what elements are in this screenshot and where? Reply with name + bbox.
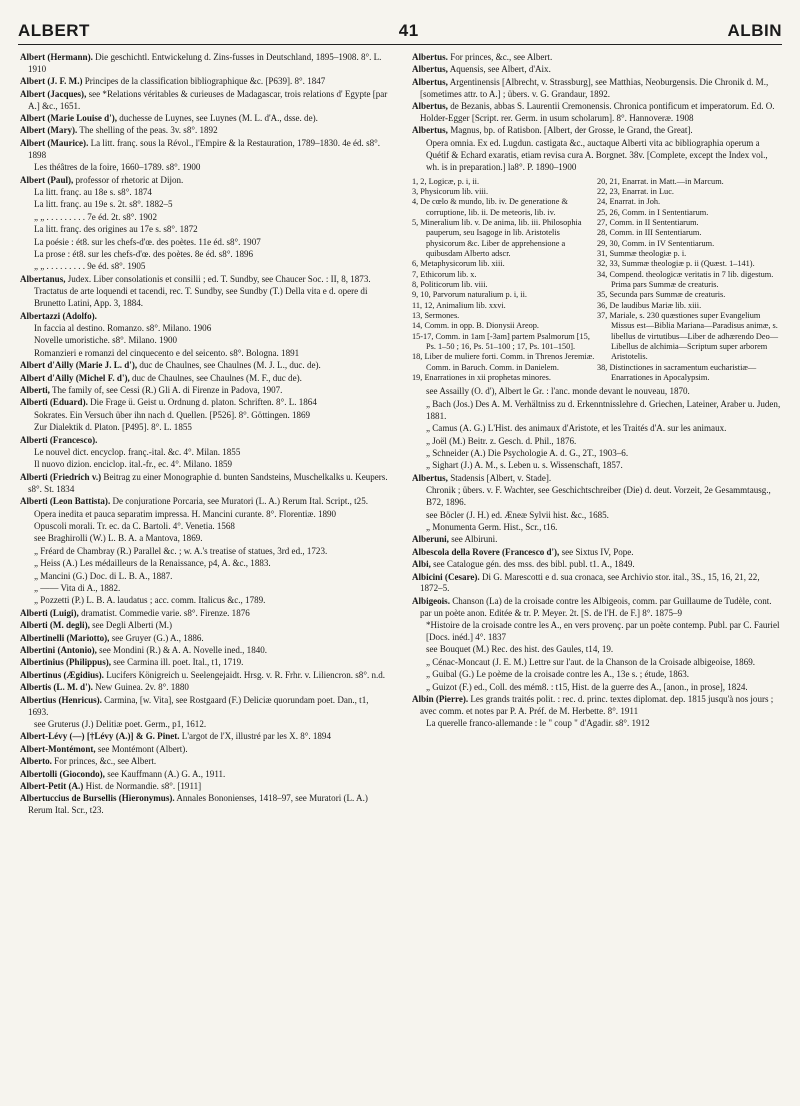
entry-text: Principes de la classification bibliographique &c. [P639]. 8°. 1847: [82, 76, 326, 87]
contents-item: 4, De cœlo & mundo, lib. iv. De generatione & corruptione, lib. ii. De meteoris, lib. iv.: [412, 197, 568, 217]
index-entry: [412, 423, 782, 435]
entry-text: Hist. de Normandie. s8°. [1911]: [83, 780, 202, 791]
index-entry: [20, 274, 390, 286]
index-entry: [20, 496, 390, 508]
entry-text: see Gruterus (J.) Delitiæ poet. Germ., p1, 1612.: [34, 718, 207, 729]
contents-item: 1, 2, Logicæ, p. i, ii.: [412, 176, 480, 186]
entry-heading: Alberti (Leon Battista).: [20, 496, 111, 507]
entry-text: Chanson (La) de la croisade contre les Albigeois, comm. par Guillaume de Tudèle, cont. par un poète anon. Editée & tr. P. Meyer. 2t. [S. de l'H. de F.] 8°. 1875–9: [420, 595, 772, 618]
entry-text: Novelle umoristiche. s8°. Milano. 1900: [34, 335, 178, 346]
entry-text: Annales Bononienses, 1418–97, see Muratori (L. A.) Rerum Ital. Scr., t23.: [28, 793, 368, 816]
entry-heading: Albert-Petit (A.): [20, 780, 84, 791]
index-entry: [20, 410, 390, 422]
entry-heading: Albigeois.: [412, 595, 450, 606]
contents-item: 3, Physicorum lib. viii.: [412, 186, 489, 196]
entry-text: Opera inedita et pauca separatim impressa. H. Mancini curante. 8°. Florentiæ. 1890: [34, 508, 337, 519]
entry-text: Il nuovo dizion. enciclop. ital.-fr., ec. 4°. Milano. 1859: [34, 459, 233, 470]
contents-item: 32, 33, Summæ theologiæ p. ii (Quæst. 1–141).: [597, 259, 755, 269]
entry-text: „ Camus (A. G.) L'Hist. des animaux d'Aristote, et les Traités d'A. sur les animaux.: [426, 423, 727, 434]
index-entry: [412, 559, 782, 571]
index-entry: [20, 670, 390, 682]
entry-text: Les grands traités polit. : rec. d. princ. textes diplomat. dep. 1815 jusqu'à nos jours ; avec comm. et notes par P. A. Préf. de M. Herbette. 8°. 1911: [420, 694, 774, 716]
entry-heading: Albertinius (Philippus),: [20, 657, 111, 668]
index-entry: [20, 397, 390, 409]
index-entry: [412, 485, 782, 509]
contents-item: 31, Summæ theologiæ p. i.: [597, 248, 687, 258]
entry-text: „ Fréard de Chambray (R.) Parallel &c. ; w. A.'s treatise of statues, 3rd ed., 1723.: [34, 545, 328, 556]
index-entry: [20, 138, 390, 162]
index-entry: [20, 744, 390, 756]
entry-text: The family of, see Cessi (R.) Gli A. di Firenze in Padova, 1907.: [49, 384, 283, 395]
entry-heading: Albertanus,: [20, 273, 66, 284]
index-entry: [20, 695, 390, 719]
index-entry: [20, 769, 390, 781]
entry-heading: Albert (Maurice).: [20, 137, 89, 148]
entry-text: de Bezanis, abbas S. Laurentii Cremonensis. Chronica pontificum et imperatorum. Ed. O. Holder-Egger [Script. rer. Germ. in usum scholarum]. 8°. Hannoveræ. 1908: [420, 101, 775, 124]
index-entry: [20, 199, 390, 211]
contents-item: 35, Secunda pars Summæ de creaturis.: [597, 290, 726, 300]
contents-item: 38, Distinctiones in sacramentum eucharistiæ—Enarrationes in Apocalypsim.: [597, 362, 757, 383]
entry-heading: Albert (Marie Louise d'),: [20, 113, 117, 124]
entry-text: see Böcler (J. H.) ed. Æneæ Sylvii hist. &c., 1685.: [426, 509, 609, 520]
entry-text: see *Relations véritables & curieuses de Madagascar, trois relations d' Egypte [par A.] &c., 1651.: [28, 88, 388, 111]
entry-heading: Albicini (Cesare).: [412, 571, 480, 582]
index-entry: [20, 682, 390, 694]
entry-heading: Alberti (Eduard).: [20, 397, 88, 408]
index-entry: [412, 52, 782, 64]
entry-text: Romanzieri e romanzi del cinquecento e del seicento. s8°. Bologna. 1891: [34, 347, 300, 358]
entry-text: For princes, &c., see Albert.: [447, 52, 553, 62]
entry-text: Sokrates. Ein Versuch über ihn nach d. Quellen. [P526]. 8°. Göttingen. 1869: [34, 409, 311, 420]
index-entry: [20, 731, 390, 743]
entry-text: „ „ . . . . . . . . . 7e éd. 2t. s8°. 1902: [34, 211, 157, 222]
contents-item: 15-17, Comm. in 1am [-3am] partem Psalmorum [15, Ps. 1–50 ; 16, Ps. 51–100 ; 17, Ps. 101–150].: [412, 331, 590, 352]
entry-text: see Bouquet (M.) Rec. des hist. des Gaules, t14, 19.: [426, 644, 614, 655]
entry-heading: Albertus.: [412, 52, 448, 62]
entry-text: duchesse de Luynes, see Luynes (M. L. d'A., dsse. de).: [117, 113, 318, 124]
entry-heading: Alberti (Friedrich v.): [20, 471, 102, 482]
index-entry: [20, 781, 390, 793]
contents-item: 9, 10, Parvorum naturalium p. i, ii.: [412, 290, 527, 300]
entry-text: Argentinensis [Albrecht, v. Strassburg], see Matthias, Neoburgensis. Die Chronik d. M., [sometimes attr. to A.] ; übers. v. G. Grandaur, 1892.: [420, 76, 769, 99]
index-entry: [20, 422, 390, 434]
entry-heading: Albertuccius de Bursellis (Hieronymus).: [20, 793, 175, 804]
entry-heading: Albert (J. F. M.): [20, 76, 83, 87]
header-left-guide-word: ALBERT: [18, 21, 90, 40]
index-entry: [412, 534, 782, 546]
index-entry: [20, 546, 390, 558]
index-entry: [20, 533, 390, 545]
entry-text: „ „ . . . . . . . . . 9e éd. s8°. 1905: [34, 261, 146, 272]
entry-text: duc de Chaulnes, see Chaulnes (M. J. L., duc. de).: [137, 360, 321, 371]
entry-heading: Albertus,: [412, 64, 448, 75]
index-entry: [20, 385, 390, 397]
entry-heading: Albert d'Ailly (Marie J. L. d'),: [20, 360, 138, 371]
contents-item: 29, 30, Comm. in IV Sententiarum.: [597, 238, 715, 248]
contents-item: 18, Liber de muliere forti. Comm. in Threnos Jeremiæ. Comm. in Baruch. Comm. in Danielem.: [412, 352, 595, 372]
index-entry: [412, 64, 782, 76]
index-entry: [20, 608, 390, 620]
contents-item: 5, Mineralium lib. v. De anima, lib. iii. Philosophia pauperum, seu Isagoge in lib. Aristotelis physicorum &c. Liber de apprehensione a quibusdam Alberto adscr.: [412, 217, 582, 258]
index-entry: [412, 101, 782, 125]
index-entry: [412, 694, 782, 718]
entry-heading: Albertinelli (Mariotto),: [20, 632, 110, 643]
index-entry: [20, 237, 390, 249]
index-entry: [412, 460, 782, 472]
entry-text: Carmina, [w. Vita], see Rostgaard (F.) Deliciæ quorundam poet. Dan., t1, 1693.: [28, 694, 369, 717]
index-entry: [412, 682, 782, 694]
header-right-guide-word: ALBIN: [727, 21, 782, 40]
index-entry: [412, 657, 782, 669]
index-entry: [412, 596, 782, 620]
entry-text: dramatist. Commedie varie. s8°. Firenze. 1876: [78, 607, 250, 618]
entry-text: Aquensis, see Albert, d'Aix.: [447, 64, 551, 75]
index-entry: [20, 187, 390, 199]
entry-heading: Albert (Jacques),: [20, 88, 87, 99]
entry-heading: Alberti (Francesco).: [20, 434, 98, 445]
entry-heading: Albescola della Rovere (Francesco d'),: [412, 546, 560, 557]
index-entry: [20, 633, 390, 645]
entry-text: „ —— Vita di A., 1882.: [34, 582, 121, 593]
entry-text: see Montémont (Albert).: [95, 743, 188, 754]
contents-item: 14, Comm. in opp. B. Dionysii Areop.: [412, 321, 539, 331]
entry-text: duc de Chaulnes, see Chaulnes (M. F., duc de).: [129, 372, 302, 383]
entry-text: see Mondini (R.) & A. A. Novelle ined., 1840.: [96, 645, 268, 655]
index-entry: [20, 719, 390, 731]
entry-heading: Alberuni,: [412, 534, 449, 545]
index-entry: [20, 348, 390, 360]
entry-heading: Albert (Paul),: [20, 174, 74, 185]
entry-text: De conjuratione Porcaria, see Muratori (L. A.) Rerum Ital. Script., t25.: [110, 496, 368, 507]
entry-text: L'argot de l'X, illustré par les X. 8°. 1894: [179, 731, 331, 742]
index-entry: [20, 521, 390, 533]
index-entry: [20, 793, 390, 817]
contents-item: 8, Politicorum lib. viii.: [412, 280, 488, 289]
index-entry: [20, 162, 390, 174]
index-entry: [412, 547, 782, 559]
entry-heading: Albin (Pierre).: [412, 694, 469, 705]
entry-text: see Braghirolli (W.) L. B. A. a Mantova, 1869.: [34, 533, 203, 544]
contents-item: 36, De laudibus Mariæ lib. xiii.: [597, 300, 702, 310]
entry-text: „ Pozzetti (P.) L. B. A. laudatus ; acc. comm. Italicus &c., 1789.: [34, 595, 266, 606]
entry-text: The shelling of the peas. 3v. s8°. 1892: [77, 125, 218, 136]
entry-heading: Albert (Mary).: [20, 125, 78, 136]
index-entry: [412, 522, 782, 534]
index-entry: [20, 459, 390, 471]
contents-right-list: [597, 177, 782, 384]
index-entry: [412, 718, 782, 730]
contents-item: 34, Compend. theologicæ veritatis in 7 lib. digestum. Prima pars Summæ de creaturis.: [597, 269, 774, 289]
entry-text: *Histoire de la croisade contre les A., en vers provenç. par un poète contemp. Publ. par C. Fauriel [Docs. inéd.] 4°. 1837: [426, 620, 780, 643]
entry-text: „ Cénac-Moncaut (J. E. M.) Lettre sur l'aut. de la Chanson de la Croisade albigeoise, 1869.: [426, 656, 755, 667]
entry-text: see Carmina ill. poet. Ital., t1, 1719.: [111, 657, 244, 668]
entry-text: La querelle franco-allemande : le " coup " d'Agadir. s8°. 1912: [426, 718, 650, 729]
entry-text: New Guinea. 2v. 8°. 1880: [92, 682, 189, 693]
index-entry: [412, 448, 782, 460]
index-entry: [20, 323, 390, 335]
contents-item: 20, 21, Enarrat. in Matt.—in Marcum.: [597, 176, 724, 186]
entry-text: „ Schneider (A.) Die Psychologie A. d. G., 2T., 1903–6.: [426, 447, 629, 458]
entry-text: see Kauffmann (A.) G. A., 1911.: [104, 768, 226, 779]
entry-text: La litt. franç. au 19e s. 2t. s8°. 1882–5: [34, 199, 173, 210]
index-entry: [412, 399, 782, 423]
entry-text: Stadensis [Albert, v. Stade].: [447, 472, 552, 483]
entry-heading: Albert-Montémont,: [20, 743, 96, 754]
index-entry: [412, 644, 782, 656]
entry-text: Die geschichtl. Entwickelung d. Zins-fusses in Deutschland, 1895–1908. 8°. L. 1910: [28, 52, 382, 74]
entry-heading: Albertinus (Ægidius).: [20, 669, 104, 680]
contents-item: 24, Enarrat. in Joh.: [597, 197, 661, 207]
entry-heading: Albert d'Ailly (Michel F. d'),: [20, 372, 130, 383]
entry-heading: Albert (Hermann).: [20, 52, 93, 62]
contents-item: 28, Comm. in III Sententiarum.: [597, 228, 702, 238]
contents-item: 25, 26, Comm. in I Sententiarum.: [597, 207, 709, 217]
index-entry: [20, 472, 390, 496]
right-column: [412, 52, 782, 731]
index-entry: [20, 125, 390, 137]
entry-heading: Albertazzi (Adolfo).: [20, 310, 97, 321]
index-entry: [20, 76, 390, 88]
entry-text: Chronik ; übers. v. F. Wachter, see Geschichtschreiber (Die) d. deut. Vorzeit, 2e Gesammtausg., B72, 1896.: [426, 485, 771, 508]
contents-left-list: [412, 177, 597, 384]
index-entry: [412, 572, 782, 596]
index-entry: [20, 571, 390, 583]
index-entry: [20, 52, 390, 76]
entry-text: La litt. franç. au 18e s. s8°. 1874: [34, 186, 152, 197]
entry-text: „ Mancini (G.) Doc. di L. B. A., 1887.: [34, 570, 173, 581]
index-entry: [20, 113, 390, 125]
entry-text: „ Sighart (J.) A. M., s. Leben u. s. Wissenschaft, 1857.: [426, 460, 623, 471]
albertus-magnus-contents: [412, 177, 782, 384]
entry-heading: Albert-Lévy (—) [†Lévy (A.)] & G. Pinet.: [20, 731, 180, 742]
index-entry: [20, 212, 390, 224]
entry-text: Opera omnia. Ex ed. Lugdun. castigata &c., auctaque Alberti vita ac bibliographia operum a Quétif & Echard exaratis, etiam revisa cura A. Borgnet. 38v. [Complete, except the Index vol., wh. is in preparation.] la8°. P. 1890–1900: [426, 137, 768, 172]
index-entry: [412, 77, 782, 101]
index-entry: [20, 224, 390, 236]
entry-heading: Alberti (Luigi),: [20, 607, 79, 618]
entry-heading: Albertus,: [412, 125, 448, 136]
index-entry: [20, 657, 390, 669]
index-entry: [20, 620, 390, 632]
index-entry: [20, 261, 390, 273]
index-entry: [412, 436, 782, 448]
entry-text: La litt. franç. sous la Révol., l'Empire & la Restauration, 1789–1830. 4e éd. s8°. 1898: [28, 137, 381, 160]
index-entry: [412, 473, 782, 485]
entry-text: see Catalogue gén. des mss. des bibl. publ. t1. A., 1849.: [430, 559, 635, 570]
entry-text: see Degli Alberti (M.): [89, 620, 173, 631]
index-entry: [20, 373, 390, 385]
entry-heading: Albertis (L. M. d').: [20, 682, 93, 693]
index-entry: [20, 447, 390, 459]
index-entry: [20, 595, 390, 607]
index-entry: [412, 620, 782, 644]
entry-text: Le nouvel dict. encyclop. franç.-ital. &c. 4°. Milan. 1855: [34, 447, 241, 457]
index-entry: [20, 360, 390, 372]
left-column: [20, 52, 390, 818]
entry-text: Tractatus de arte loquendi et tacendi, rec. T. Sundby, see Sundby (T.) Della vita e d. opere di Brunetto Latini, App. 3, 1884.: [34, 286, 368, 309]
contents-item: 7, Ethicorum lib. x.: [412, 269, 477, 279]
entry-text: Opuscoli morali. Tr. ec. da C. Bartoli. 4°. Venetia. 1568: [34, 520, 235, 531]
index-entry: [20, 558, 390, 570]
index-entry: [20, 509, 390, 521]
entry-text: see Sixtus IV, Pope.: [559, 546, 634, 557]
entry-text: Di G. Marescotti e d. sua cronaca, see Archivio stor. ital., 3S., 15, 16, 21, 22, 1872–5.: [420, 571, 760, 594]
entry-text: see Gruyer (G.) A., 1886.: [109, 632, 204, 643]
entry-heading: Albertus,: [412, 472, 448, 483]
index-entry: [20, 335, 390, 347]
contents-item: 19, Enarrationes in xii prophetas minores.: [412, 373, 551, 383]
entry-text: La litt. franç. des origines au 17e s. s8°. 1872: [34, 224, 198, 235]
entry-text: professor of rhetoric at Dijon.: [73, 174, 184, 185]
index-entry: [20, 756, 390, 768]
index-entry: [412, 510, 782, 522]
index-entry: [412, 386, 782, 398]
contents-item: 6, Metaphysicorum lib. xiii.: [412, 259, 505, 269]
entry-text: Lucifers Königreich u. Seelengejaidt. Hrsg. v. R. Frhr. v. Liliencron. s8°. n.d.: [103, 669, 386, 680]
entry-text: In faccia al destino. Romanzo. s8°. Milano. 1906: [34, 322, 212, 333]
index-entry: [20, 645, 390, 657]
entry-text: „ Heiss (A.) Les médailleurs de la Renaissance, p4, A. &c., 1883.: [34, 558, 271, 569]
entry-heading: Albi,: [412, 559, 431, 570]
entry-text: For princes, &c., see Albert.: [51, 756, 157, 767]
entry-text: Magnus, bp. of Ratisbon. [Albert, der Grosse, le Grand, the Great].: [447, 125, 693, 136]
entry-text: Beitrag zu einer Monographie d. bunten Sandsteins, Muschelkalks u. Keupers. s8°. St. 1834: [28, 471, 388, 494]
contents-item: 37, Mariale, s. 230 quæstiones super Evangelium Missus est—Biblia Mariana—Paradisus animæ, s. libellus de virtutibus—Liber de adhærendo Deo—Libellus de alchimia—Scriptum super arborem Aristotelis.: [597, 311, 779, 362]
entry-text: „ Bach (Jos.) Des A. M. Verhältniss zu d. Erkenntnisslehre d. Griechen, Lateiner, Araber u. Juden, 1881.: [426, 398, 781, 421]
index-entry: [20, 89, 390, 113]
entry-heading: Albertus,: [412, 101, 448, 112]
entry-heading: Albertus,: [412, 76, 448, 87]
index-entry: [412, 669, 782, 681]
entry-text: Die Frage ü. Geist u. Ordnung d. platon. Schriften. 8°. L. 1864: [87, 397, 317, 408]
entry-text: „ Guibal (G.) Le poème de la croisade contre les A., 13e s. ; étude, 1863.: [426, 669, 690, 680]
entry-heading: Alberti,: [20, 384, 50, 395]
right-column-top-entries: [412, 52, 782, 174]
contents-item: 22, 23, Enarrat. in Luc.: [597, 186, 674, 196]
index-entry: [20, 311, 390, 323]
index-entry: [20, 286, 390, 310]
entry-text: La poésie : ét8. sur les chefs-d'œ. des poètes. 11e éd. s8°. 1907: [34, 236, 261, 247]
entry-text: „ Guizot (F.) ed., Coll. des mém8. : t15, Hist. de la guerre des A., [anon., in prose], 1824.: [426, 681, 748, 692]
entry-text: „ Monumenta Germ. Hist., Scr., t16.: [426, 521, 558, 532]
entry-text: La prose : ét8. sur les chefs-d'œ. des poètes. 8e éd. s8°. 1896: [34, 249, 254, 259]
entry-text: Zur Dialektik d. Platon. [P495]. 8°. L. 1855: [34, 422, 192, 433]
entry-heading: Alberto.: [20, 756, 52, 767]
page-header: [18, 18, 782, 45]
index-entry: [20, 249, 390, 261]
index-entry: [412, 125, 782, 137]
contents-item: 13, Sermones.: [412, 311, 460, 321]
index-entry: [20, 175, 390, 187]
index-entry: [412, 138, 782, 174]
entry-heading: Alberti (M. degli),: [20, 620, 90, 631]
entry-heading: Albertius (Henricus).: [20, 694, 102, 705]
contents-item: 27, Comm. in II Sententiarum.: [597, 217, 699, 227]
entry-heading: Albertini (Antonio),: [20, 645, 97, 655]
index-entry: [20, 583, 390, 595]
right-column-bottom-entries: [412, 386, 782, 730]
entry-text: see Assailly (O. d'), Albert le Gr. : l'anc. monde devant le nouveau, 1870.: [426, 386, 690, 397]
entry-text: see Albiruni.: [448, 534, 498, 545]
entry-text: Judex. Liber consolationis et consilii ; ed. T. Sundby, see Chaucer Soc. : II, 8, 1873.: [65, 273, 371, 284]
entry-text: Les théâtres de la foire, 1660–1789. s8°. 1900: [34, 162, 201, 173]
index-entry: [20, 435, 390, 447]
page-number: 41: [398, 21, 419, 40]
entry-text: „ Joël (M.) Beitr. z. Gesch. d. Phil., 1876.: [426, 435, 577, 446]
entry-heading: Albertolli (Giocondo),: [20, 768, 105, 779]
contents-item: 11, 12, Animalium lib. xxvi.: [412, 300, 506, 310]
